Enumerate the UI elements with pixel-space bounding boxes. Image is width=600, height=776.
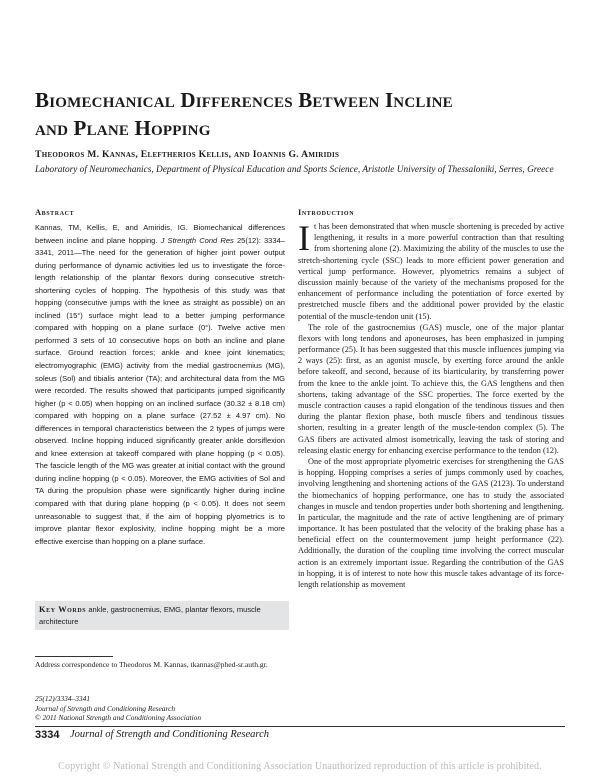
keywords-text: ankle, gastrocnemius, EMG, plantar flexors, muscle architecture — [39, 605, 261, 626]
drop-cap: I — [298, 218, 310, 258]
copyright-notice: © 2011 National Strength and Conditioning Association — [35, 713, 202, 723]
intro-paragraph-1-text: t has been demonstrated that when muscle shortening is preceded by active lengthening, it results in a more powerful contraction than that resulting from shortening alone (2). Maximizing the ability of the muscles to use the stretch-shortening cycle (SSC) leads to more efficient power generation and vertical jump performance. However, plyometrics remains a subject of discussion mainly because of the variety of the mechanisms proposed for the enhancement of performance including the potentiation of force exerted by prestretched muscle fibers and the additional power provided by the elastic potential of the muscle-tendon unit (15). — [298, 222, 564, 321]
article-title — [35, 86, 575, 142]
abstract-heading: Abstract — [35, 208, 75, 217]
introduction-heading: Introduction — [298, 208, 355, 217]
footnote-divider — [35, 656, 113, 657]
abstract-body — [35, 222, 285, 548]
abstract-journal-ref: J Strength Cond Res — [160, 235, 234, 245]
introduction-body — [298, 218, 564, 590]
page-number: 3334 — [35, 729, 60, 741]
article-title-line-2: and Plane Hopping — [35, 116, 211, 140]
intro-paragraph-1 — [298, 218, 564, 322]
journal-name: Journal of Strength and Conditioning Research — [35, 703, 176, 713]
footer-journal-name: Journal of Strength and Conditioning Research — [70, 729, 269, 740]
footer-divider — [35, 726, 565, 727]
affiliation: Laboratory of Neuromechanics, Department of Physical Education and Sports Science, Aristotle University of Thessaloniki, Serres, Greece — [35, 165, 554, 175]
intro-paragraph-3: One of the most appropriate plyometric exercises for strengthening the GAS is hopping. Hopping comprises a series of jumps commonly used by coaches, involving lengthening and shortening actions of the GAS (2123). To understand the biomechanics of hopping performance, one has to study the associated changes in muscle and tendon properties under both shortening and lengthening. In particular, the magnitude and the rate of active lengthening are of primary importance. It has been postulated that the velocity of the braking phase has a beneficial effect on the countermovement jump height performance (22). Additionally, the duration of the coupling time involving the correct muscular action is an extremely important issue. Regarding the contribution of the GAS in hopping, it is of interest to note how this muscle takes advantage of its force-length relationship as movement — [298, 456, 564, 589]
volume-pages: 25(12)/3334–3341 — [35, 694, 91, 703]
author-list: Theodoros M. Kannas, Eleftherios Kellis, and Ioannis G. Amiridis — [35, 149, 340, 160]
intro-paragraph-2: The role of the gastrocnemius (GAS) muscle, one of the major plantar flexors with long tendons and aponeuroses, has been emphasized in jumping performance (25). It has been suggested that this muscle influences jumping via 2 ways (25): first, as an agonist muscle, by exerting force around the ankle before takeoff, and second, because of its biarticularity, by transferring power from the knee to the ankle joint. To achieve this, the GAS lengthens and then shortens, taking advantage of the SSC properties. The force exerted by the muscle contraction causes a rapid elongation of the tendinous tissues and then during the plantar flexion phase, both muscle fibers and tendinous tissues shorten, resulting in a greater length of the muscle-tendon complex (5). The GAS fibers are activated almost isometrically, leaving the task of storing and releasing elastic energy for enhancing exercise performance to the tendon (12). — [298, 322, 564, 455]
abstract-citation-prefix: Kannas, TM, Kellis, E, and Amiridis, IG. Biomechanical differences between incline and plane hopping. — [35, 223, 285, 245]
copyright-watermark: Copyright © National Strength and Conditioning Association Unauthorized reproduction of this article is prohibited. — [58, 761, 542, 772]
keywords-box — [35, 601, 289, 630]
journal-info — [35, 694, 287, 723]
abstract-citation-suffix: 25(12): 3334–3341, 2011— — [35, 235, 285, 258]
abstract-text: The need for the generation of higher joint power output during performance of dynamic activities led us to investigate the force-length relationship of the plantar flexors during consecutive stretch-shortening cycles of hopping. The hypothesis of this study was that hopping (consecutive jumps with the knee as straight as possible) on an inclined (15°) surface might lead to a better jumping performance compared with hopping on a plane surface (0°). Twelve active men performed 3 sets of 10 consecutive hops on both an incline and plane surface. Ground reaction forces; ankle and knee joint kinematics; electromyographic (EMG) activity from the medial gastrocnemius (MG), soleus (Sol) and tibialis anterior (TA); and architectural data from the MG were recorded. The results showed that participants jumped significantly higher (p < 0.05) when hopping on an inclined surface (30.32 ± 8.18 cm) compared with hopping on a plane surface (27.52 ± 4.97 cm). No differences in temporal characteristics between the 2 types of jumps were observed. Incline hopping induced significantly greater ankle dorsiflexion and knee extension at takeoff compared with plane hopping (p < 0.05). The fascicle length of the MG was greater at initial contact with the ground during incline hopping (p < 0.05). Moreover, the EMG activities of Sol and TA during the propulsion phase were significantly higher during incline compared with that during plane hopping (p < 0.05). It does not seem unreasonable to suggest that, if the aim of hopping plyometrics is to improve plantar flexor explosivity, incline hopping might be a more effective exercise than hopping on a plane surface. — [35, 248, 285, 546]
article-title-line-1: Biomechanical Differences Between Incline — [35, 88, 453, 112]
correspondence-note: Address correspondence to Theodoros M. Kannas, tkannas@phed-sr.auth.gr. — [35, 660, 268, 669]
keywords-label: Key Words — [39, 605, 87, 614]
